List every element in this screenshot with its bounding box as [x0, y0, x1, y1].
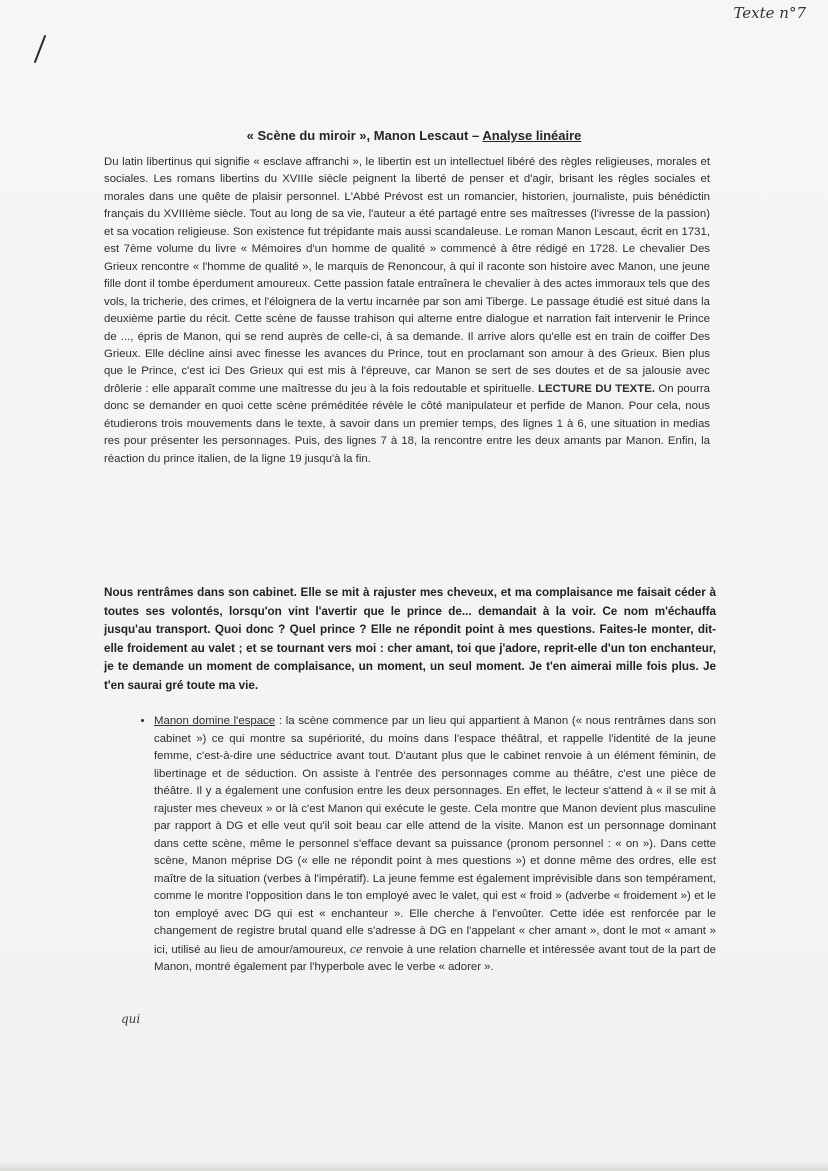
page-bottom-edge: [0, 1161, 828, 1171]
analysis-point: [154, 713, 716, 977]
page-title: [0, 128, 828, 143]
title-underlined: Analyse linéaire: [482, 128, 582, 143]
analysis-list: [126, 713, 716, 977]
intro-conclusion: On pourra donc se demander en quoi cette scène préméditée révèle le côté manipulateur et perfide de Manon. Pour cela, nous étudierons trois mouvements dans le texte, à savoir dans un premier temps, des lignes 1 à 6, une situation in medias res pour présenter les personnages. Puis, des lignes 7 à 18, la rencontre entre les deux amants par Manon. Enfin, la réaction du prince italien, de la ligne 19 jusqu'à la fin.: [104, 382, 710, 465]
handwritten-inline-note: ce: [349, 942, 363, 956]
handwritten-text-number: Texte n°7: [733, 4, 806, 22]
introduction-paragraph: [104, 154, 710, 468]
pen-stroke-mark: [30, 34, 50, 64]
analysis-section: [126, 713, 716, 977]
analysis-heading: Manon domine l'espace: [154, 715, 276, 727]
text-excerpt: Nous rentrâmes dans son cabinet. Elle se mit à rajuster mes cheveux, et ma complaisance me faisait céder à toutes ses volontés, lorsqu'on vint l'avertir que le prince de... demandait à la voir. Ce nom m'échauffa jusqu'au transport. Quoi donc ? Quel prince ? Elle ne répondit point à mes questions. Faites-le monter, dit-elle froidement au valet ; et se tournant vers moi : cher amant, toi que j'adore, reprit-elle d'un ton enchanteur, je te demande un moment de complaisance, un moment, un seul moment. Je t'en aimerai mille fois plus. Je t'en saurai gré toute ma vie.: [104, 586, 716, 692]
title-main: « Scène du miroir », Manon Lescaut –: [246, 128, 483, 143]
analysis-text-end: renvoie à une relation charnelle et intéressée avant tout de la part de Manon, montré également par l'hyperbole avec le verbe « adorer ».: [154, 943, 716, 973]
handwritten-margin-note: qui: [121, 1012, 141, 1026]
analysis-text: : la scène commence par un lieu qui appartient à Manon (« nous rentrâmes dans son cabinet ») ce qui montre sa supériorité, du moins dans l'espace théâtral, et rappelle l'identité de la jeune femme, c'est-à-dire une séductrice avant tout. D'autant plus que le cabinet renvoie à un élément féminin, de libertinage et de séduction. On assiste à l'entrée des personnages comme au théâtre, c'est une pièce de théâtre. Il y a également une confusion entre les deux personnages. En effet, le lecteur s'attend à « il se mit à rajuster mes cheveux » or là c'est Manon qui exécute le geste. Cela montre que Manon devient plus masculine par rapport à DG et elle veut qu'il soit beau car elle attend de la visite. Manon est un personnage dominant dans cette scène, même le personnel s'efface devant sa puissance (pronom personnel : « on »). Dans cette scène, Manon méprise DG (« elle ne répondit point à mes questions ») et donne même des ordres, elle est maître de la situation (verbes à l'impératif). La jeune femme est également imprévisible dans son tempérament, comme le montre l'opposition dans le ton employé avec le valet, qui est « froid » (adverbe « froidement ») et le ton employé avec DG qui est « enchanteur ». Elle cherche à l'envoûter. Cette idée est renforcée par le changement de registre brutal quand elle s'adresse à DG en l'appelant « cher amant », dont le mot « amant » ici, utilisé au lieu de amour/amoureux,: [154, 715, 717, 956]
reading-label: LECTURE DU TEXTE.: [538, 382, 655, 395]
intro-text: Du latin libertinus qui signifie « esclave affranchi », le libertin est un intellectuel libéré des règles religieuses, morales et sociales. Les romans libertins du XVIIIe siècle peignent la liberté de penser et d'agir, brisant les règles sociales et morales dans une quête de plaisir personnel. L'Abbé Prévost est un romancier, historien, journaliste, puis bénédictin français du XVIIIème siècle. Tout au long de sa vie, l'auteur a été partagé entre ses maîtresses (l'ivresse de la passion) et sa vocation religieuse. Son existence fut trépidante mais aussi scandaleuse. Le roman Manon Lescaut, écrit en 1731, est 7ème volume du livre « Mémoires d'un homme de qualité » commencé à être rédigé en 1728. Le chevalier Des Grieux rencontre « l'homme de qualité », le marquis de Renoncour, à qui il raconte son histoire avec Manon, une jeune fille dont il tombe éperdument amoureux. Cette passion fatale entraînera le chevalier à des actes immoraux tels que des vols, la tricherie, des crimes, et l'éloignera de la vertu incarnée par son ami Tiberge. Le passage étudié est situé dans la deuxième partie du récit. Cette scène de fausse trahison qui alterne entre dialogue et narration fait intervenir le Prince de ..., épris de Manon, qui se rend auprès de celle-ci, à sa demande. Il arrive alors qu'elle est en train de coiffer Des Grieux. Elle décline ainsi avec finesse les avances du Prince, tout en proclamant son amour à des Grieux. Bien plus que le Prince, c'est ici Des Grieux qui est mis à l'épreuve, car Manon se sert de ses doutes et de sa jalousie avec drôlerie : elle apparaît comme une maîtresse du jeu à la fois redoutable et spirituelle.: [104, 156, 710, 395]
